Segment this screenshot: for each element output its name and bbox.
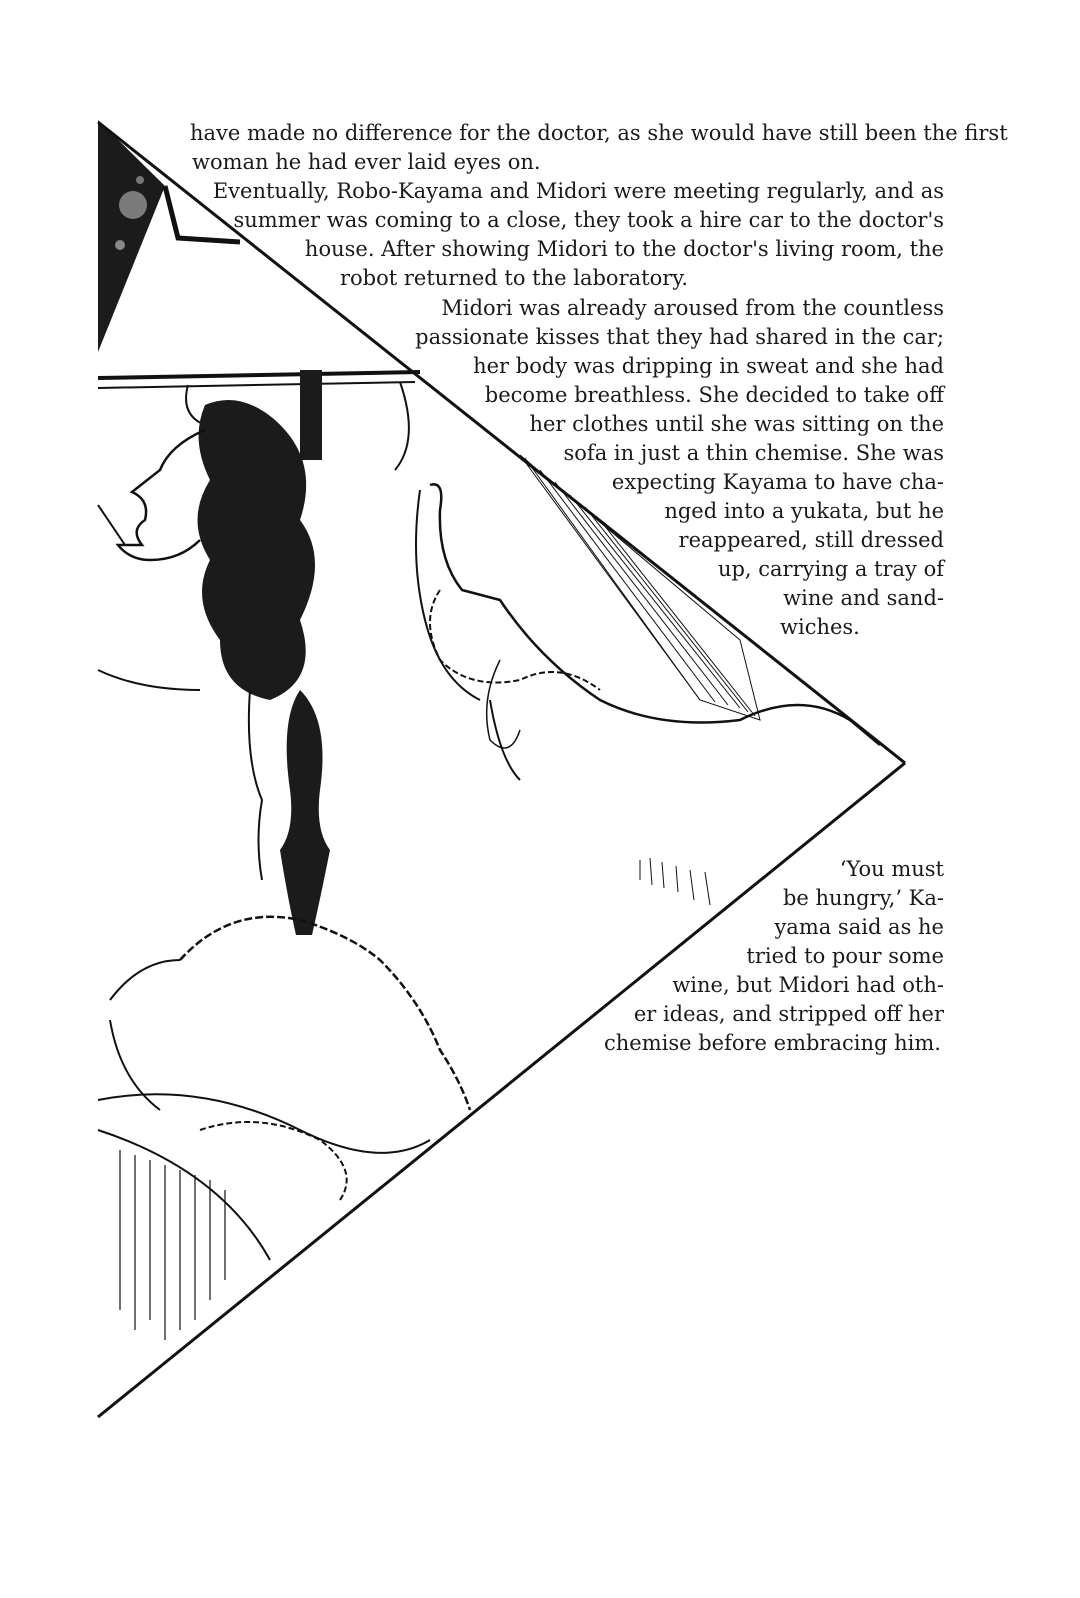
text-line: nged into a yukata, but he bbox=[664, 499, 944, 523]
text-line: her clothes until she was sitting on the bbox=[529, 412, 944, 436]
text-line: yama said as he bbox=[774, 915, 944, 939]
text-line: passionate kisses that they had shared in the car; bbox=[415, 325, 944, 349]
text-line: er ideas, and stripped off her bbox=[633, 1002, 944, 1026]
text-line: be hungry,’ Ka- bbox=[782, 886, 944, 910]
text-line: reappeared, still dressed bbox=[678, 528, 944, 552]
frame-line-bottom bbox=[98, 763, 905, 1417]
chemise-ruffle-body bbox=[180, 917, 470, 1110]
text-line: up, carrying a tray of bbox=[717, 557, 944, 581]
text-line: house. After showing Midori to the doctor's living room, the bbox=[304, 237, 944, 261]
text-line: Midori was already aroused from the countless bbox=[441, 296, 944, 320]
text-line: robot returned to the laboratory. bbox=[340, 266, 688, 290]
chemise-ruffle-arm bbox=[430, 590, 600, 690]
illustration-lamp-shade bbox=[98, 120, 165, 352]
text-line: her body was dripping in sweat and she had bbox=[473, 354, 944, 378]
text-line: wiches. bbox=[780, 615, 860, 639]
hair-curls bbox=[198, 400, 316, 700]
face-profile bbox=[118, 430, 205, 560]
text-line: wine, but Midori had oth- bbox=[672, 973, 944, 997]
text-line: expecting Kayama to have cha- bbox=[611, 470, 944, 494]
text-line: summer was coming to a close, they took a hire car to the doctor's bbox=[233, 208, 944, 232]
text-line: ‘You must bbox=[839, 857, 944, 881]
text-line: have made no difference for the doctor, as she would have still been the first bbox=[190, 121, 1008, 145]
bedpost bbox=[280, 690, 330, 935]
text-line: Eventually, Robo-Kayama and Midori were meeting regularly, and as bbox=[212, 179, 944, 203]
text-line: wine and sand- bbox=[783, 586, 944, 610]
text-line: sofa in just a thin chemise. She was bbox=[563, 441, 944, 465]
text-line: tried to pour some bbox=[746, 944, 944, 968]
text-line: woman he had ever laid eyes on. bbox=[192, 150, 541, 174]
text-line: chemise before embracing him. bbox=[604, 1031, 941, 1055]
text-line: become breathless. She decided to take off bbox=[484, 383, 944, 407]
